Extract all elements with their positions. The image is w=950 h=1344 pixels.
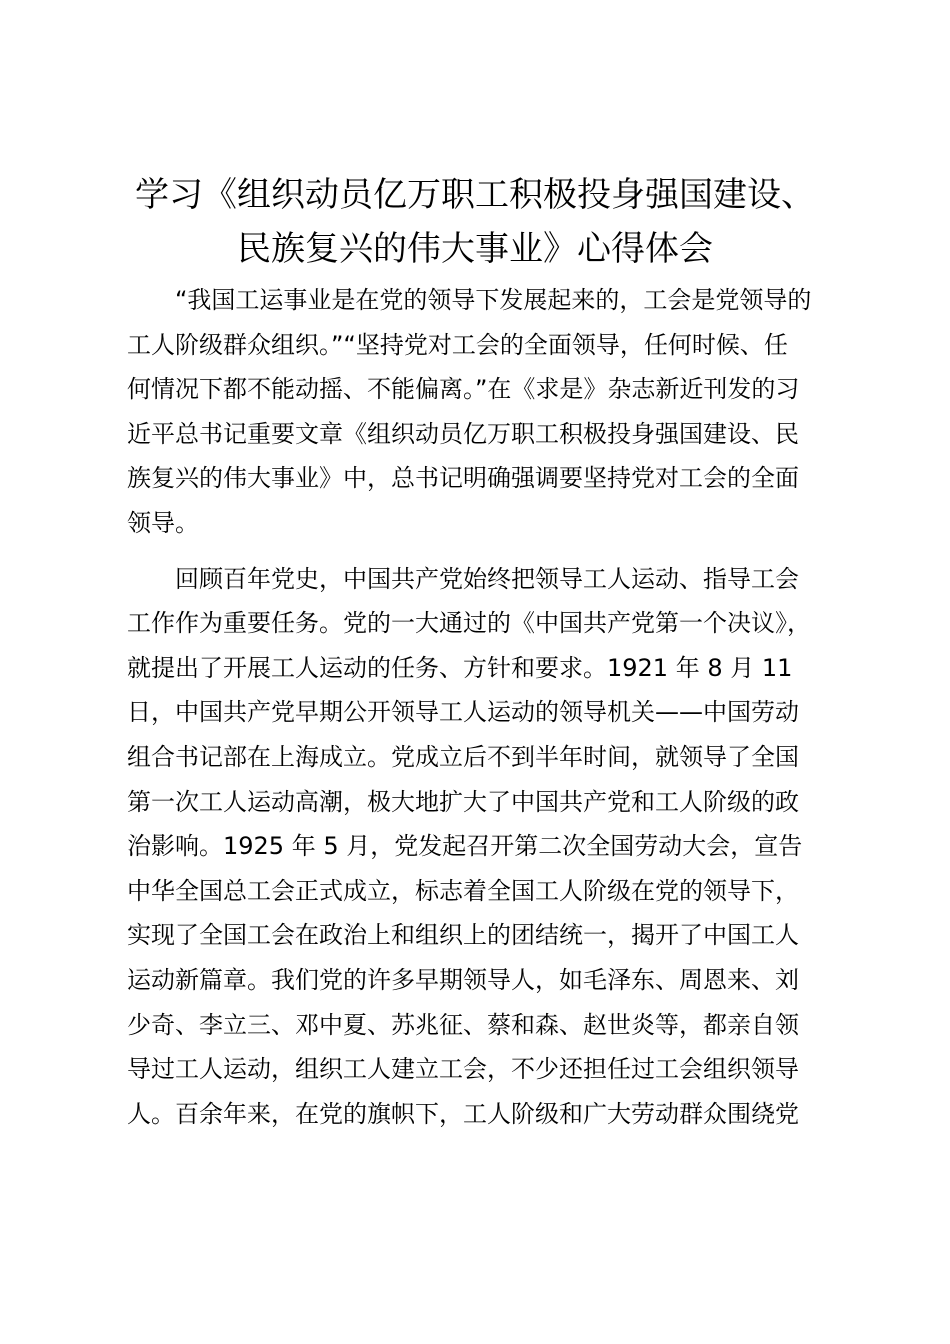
text-line: 领导。	[127, 508, 199, 537]
text-line: 日，中国共产党早期公开领导工人运动的领导机关——中国劳动	[127, 698, 799, 727]
text-line: 人。百余年来，在党的旗帜下，工人阶级和广大劳动群众围绕党	[127, 1099, 799, 1128]
text-line: 少奇、李立三、邓中夏、苏兆征、蔡和森、赵世炎等，都亲自领	[127, 1010, 799, 1039]
text-line: 工人阶级群众组织。”“坚持党对工会的全面领导，任何时候、任	[127, 330, 788, 359]
title-line: 学习《组织动员亿万职工积极投身强国建设、	[135, 175, 815, 215]
text-line: 实现了全国工会在政治上和组织上的团结统一，揭开了中国工人	[127, 921, 799, 950]
text-line: 第一次工人运动高潮，极大地扩大了中国共产党和工人阶级的政	[127, 787, 799, 816]
paragraph	[127, 278, 832, 546]
text-line: 治影响。1925 年 5 月，党发起召开第二次全国劳动大会，宣告	[127, 832, 803, 861]
text-line: 工作作为重要任务。党的一大通过的《中国共产党第一个决议》，	[127, 609, 811, 638]
text-line: 近平总书记重要文章《组织动员亿万职工积极投身强国建设、民	[127, 419, 799, 448]
text-line: 运动新篇章。我们党的许多早期领导人，如毛泽东、周恩来、刘	[127, 965, 799, 994]
paragraph-gap	[127, 546, 832, 557]
text-line: 中华全国总工会正式成立，标志着全国工人阶级在党的领导下，	[127, 876, 799, 905]
paragraph	[127, 557, 832, 1137]
text-line: 导过工人运动，组织工人建立工会，不少还担任过工会组织领导	[127, 1055, 799, 1084]
document-title	[110, 168, 840, 276]
title-line: 民族复兴的伟大事业》心得体会	[237, 229, 713, 269]
document-body	[127, 278, 832, 1136]
text-line: 组合书记部在上海成立。党成立后不到半年时间，就领导了全国	[127, 742, 799, 771]
text-line: “我国工运事业是在党的领导下发展起来的，工会是党领导的	[175, 286, 812, 314]
text-line: 就提出了开展工人运动的任务、方针和要求。1921 年 8 月 11	[127, 653, 793, 682]
text-line: 族复兴的伟大事业》中，总书记明确强调要坚持党对工会的全面	[127, 464, 799, 493]
text-line: 回顾百年党史，中国共产党始终把领导工人运动、指导工会	[175, 564, 799, 593]
text-line: 何情况下都不能动摇、不能偏离。”在《求是》杂志新近刊发的习	[127, 375, 800, 404]
